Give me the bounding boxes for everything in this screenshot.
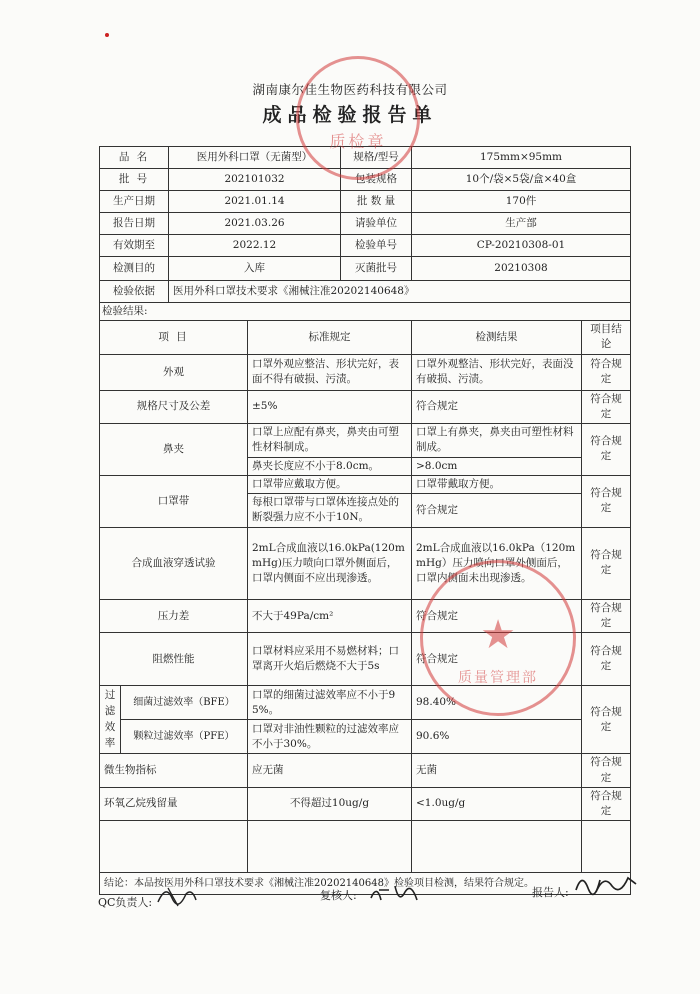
inspection-table <box>99 146 631 895</box>
flame-result: 符合规定 <box>412 633 582 686</box>
eo-conclusion: 符合规定 <box>582 787 631 820</box>
pressure-conclusion: 符合规定 <box>582 599 631 632</box>
spec-label: 规格/型号 <box>341 147 412 169</box>
microbe-conclusion: 符合规定 <box>582 754 631 787</box>
strap-conclusion: 符合规定 <box>582 475 631 527</box>
qty-value: 170件 <box>412 191 631 213</box>
reviewer-label: 复核人: <box>320 889 357 902</box>
steril-label: 灭菌批号 <box>341 257 412 281</box>
eo-standard: 不得超过10ug/g <box>248 787 412 820</box>
blood-result: 2mL合成血液以16.0kPa（120mmHg）压力喷向口罩外侧面后，口罩内侧面未出现渗透。 <box>412 527 582 599</box>
final-conclusion: 结论：本品按医用外科口罩技术要求《湘械注准20202140648》检验项目检测，结果符合规定。 <box>100 873 631 895</box>
nose-clip-result-2: >8.0cm <box>412 457 582 475</box>
pressure-name: 压力差 <box>100 599 248 632</box>
report-date-label: 报告日期 <box>100 213 169 235</box>
steril-value: 20210308 <box>412 257 631 281</box>
microbe-standard: 应无菌 <box>248 754 412 787</box>
purpose-value: 入库 <box>169 257 341 281</box>
blood-standard: 2mL合成血液以16.0kPa(120mmHg)压力喷向口罩外侧面后，口罩内侧面不应出现渗透。 <box>248 527 412 599</box>
microbe-result: 无菌 <box>412 754 582 787</box>
expiry-label: 有效期至 <box>100 235 169 257</box>
eo-result: <1.0ug/g <box>412 787 582 820</box>
table-row <box>100 821 631 873</box>
qty-label: 批 数 量 <box>341 191 412 213</box>
flame-conclusion: 符合规定 <box>582 633 631 686</box>
table-row <box>100 424 631 457</box>
table-row <box>100 475 631 493</box>
reviewer-signature <box>365 878 425 908</box>
prod-date-value: 2021.01.14 <box>169 191 341 213</box>
table-row <box>100 787 631 820</box>
appearance-result: 口罩外观整洁、形状完好，表面没有破损、污渍。 <box>412 354 582 390</box>
bfe-standard: 口罩的细菌过滤效率应不小于95%。 <box>248 686 412 720</box>
prod-date-label: 生产日期 <box>100 191 169 213</box>
blood-conclusion: 符合规定 <box>582 527 631 599</box>
star-icon: ★ <box>480 612 516 658</box>
flame-name: 阻燃性能 <box>100 633 248 686</box>
table-row <box>100 754 631 787</box>
col-result-header: 检测结果 <box>412 321 582 354</box>
red-mark <box>105 33 109 37</box>
product-value: 医用外科口罩（无菌型） <box>169 147 341 169</box>
test-no-label: 检验单号 <box>341 235 412 257</box>
pack-label: 包装规格 <box>341 169 412 191</box>
spec-value: 175mm×95mm <box>412 147 631 169</box>
nose-clip-conclusion: 符合规定 <box>582 424 631 476</box>
qa-stamp-text: 质量管理部 <box>458 670 538 686</box>
strap-result-1: 口罩带戴取方便。 <box>412 475 582 493</box>
filter-group-label: 过滤效率 <box>100 686 121 754</box>
table-row <box>100 354 631 390</box>
product-label: 品 名 <box>100 147 169 169</box>
qc-signature <box>152 880 200 910</box>
qc-stamp-top <box>296 56 420 180</box>
nose-clip-standard-2: 鼻夹长度应不小于8.0cm。 <box>248 457 412 475</box>
basis-label: 检验依据 <box>100 281 169 303</box>
results-section-label: 检验结果: <box>100 303 631 321</box>
col-standard-header: 标准规定 <box>248 321 412 354</box>
batch-label: 批 号 <box>100 169 169 191</box>
batch-value: 202101032 <box>169 169 341 191</box>
purpose-label: 检测目的 <box>100 257 169 281</box>
appearance-standard: 口罩外观应整洁、形状完好，表面不得有破损、污渍。 <box>248 354 412 390</box>
nose-clip-name: 鼻夹 <box>100 424 248 476</box>
expiry-value: 2022.12 <box>169 235 341 257</box>
pfe-result: 90.6% <box>412 720 582 754</box>
bfe-result: 98.40% <box>412 686 582 720</box>
strap-name: 口罩带 <box>100 475 248 527</box>
qc-label: QC负责人: <box>98 896 153 909</box>
pressure-result: 符合规定 <box>412 599 582 632</box>
pressure-standard: 不大于49Pa/cm² <box>248 599 412 632</box>
reporter-label: 报告人: <box>532 886 569 899</box>
strap-standard-2: 每根口罩带与口罩体连接点处的断裂强力应不小于10N。 <box>248 493 412 527</box>
reporter-signature <box>572 868 642 902</box>
flame-standard: 口罩材料应采用不易燃材料；口罩离开火焰后燃烧不大于5s <box>248 633 412 686</box>
table-row <box>100 390 631 423</box>
company-name: 湖南康尔佳生物医药科技有限公司 <box>252 82 448 97</box>
strap-result-2: 符合规定 <box>412 493 582 527</box>
pfe-name: 颗粒过滤效率（PFE） <box>121 720 248 754</box>
test-no-value: CP-20210308-01 <box>412 235 631 257</box>
pfe-standard: 口罩对非油性颗粒的过滤效率应不小于30%。 <box>248 720 412 754</box>
report-date-value: 2021.03.26 <box>169 213 341 235</box>
filter-conclusion: 符合规定 <box>582 686 631 754</box>
size-name: 规格尺寸及公差 <box>100 390 248 423</box>
bfe-name: 细菌过滤效率（BFE） <box>121 686 248 720</box>
blood-name: 合成血液穿透试验 <box>100 527 248 599</box>
qc-stamp-text: 质检章 <box>329 132 387 151</box>
request-unit-value: 生产部 <box>412 213 631 235</box>
strap-standard-1: 口罩带应戴取方便。 <box>248 475 412 493</box>
appearance-name: 外观 <box>100 354 248 390</box>
document-title: 成品检验报告单 <box>262 104 438 126</box>
appearance-conclusion: 符合规定 <box>582 354 631 390</box>
size-standard: ±5% <box>248 390 412 423</box>
basis-value: 医用外科口罩技术要求《湘械注准20202140648》 <box>169 281 631 303</box>
microbe-name: 微生物指标 <box>100 754 248 787</box>
pack-value: 10个/袋×5袋/盒×40盒 <box>412 169 631 191</box>
col-item-header: 项 目 <box>100 321 248 354</box>
table-row <box>100 720 631 754</box>
eo-name: 环氧乙烷残留量 <box>100 787 248 820</box>
col-conclusion-header: 项目结论 <box>582 321 631 354</box>
request-unit-label: 请验单位 <box>341 213 412 235</box>
size-conclusion: 符合规定 <box>582 390 631 423</box>
nose-clip-result-1: 口罩上有鼻夹，鼻夹由可塑性材料制成。 <box>412 424 582 457</box>
nose-clip-standard-1: 口罩上应配有鼻夹，鼻夹由可塑性材料制成。 <box>248 424 412 457</box>
qa-stamp-bottom <box>420 560 576 716</box>
size-result: 符合规定 <box>412 390 582 423</box>
